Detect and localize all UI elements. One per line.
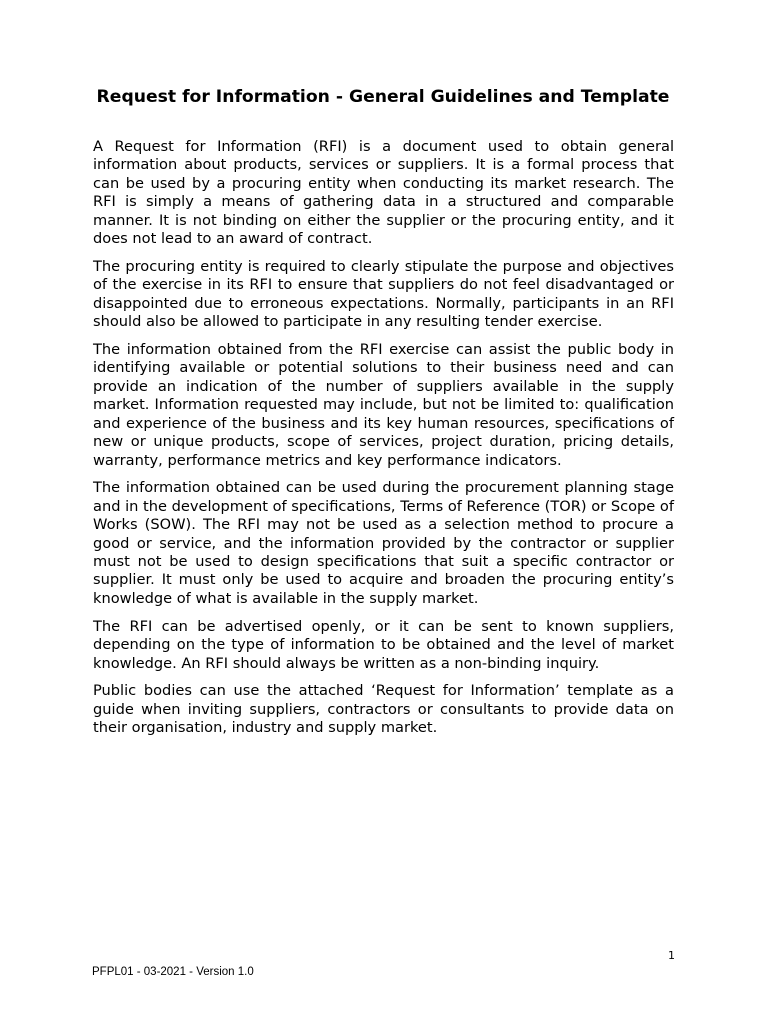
page-number: 1 [668, 949, 675, 962]
paragraph-purpose-objectives: The procuring entity is required to clearly stipulate the purpose and objectives of the exercise in its RFI to ensure that suppliers do not feel disadvantaged or disappointed due to erroneous expectations. Normally, participants in an RFI should also be allowed to participate in any resulting tender exercise. [93, 257, 674, 331]
paragraph-advertising: The RFI can be advertised openly, or it can be sent to known suppliers, depending on the type of information to be obtained and the level of market knowledge. An RFI should always be written as a non-binding inquiry. [93, 617, 674, 672]
paragraph-template-usage: Public bodies can use the attached ‘Request for Information’ template as a guide when inviting suppliers, contractors or consultants to provide data on their organisation, industry and supply market. [93, 682, 674, 737]
paragraph-information-obtained: The information obtained from the RFI exercise can assist the public body in identifying available or potential solutions to their business need and can provide an indication of the number of suppliers available in the supply market. Information requested may include, but not be limited to: qualification and experience of the business and its key human resources, specifications of new or unique products, scope of services, project duration, pricing details, warranty, performance metrics and key performance indicators. [93, 341, 674, 469]
document-body [93, 138, 674, 747]
paragraph-procurement-planning: The information obtained can be used during the procurement planning stage and in the development of specifications, Terms of Reference (TOR) or Scope of Works (SOW). The RFI may not be used as a selection method to procure a good or service, and the information provided by the contractor or supplier must not be used to design specifications that suit a specific contractor or supplier. It must only be used to acquire and broaden the procuring entity’s knowledge of what is available in the supply market. [93, 479, 674, 607]
document-title: Request for Information - General Guidelines and Template [96, 87, 670, 107]
document-footer: PFPL01 - 03-2021 - Version 1.0 [92, 966, 254, 978]
paragraph-rfi-definition: A Request for Information (RFI) is a document used to obtain general information about products, services or suppliers. It is a formal process that can be used by a procuring entity when conducting its market research. The RFI is simply a means of gathering data in a structured and comparable manner. It is not binding on either the supplier or the procuring entity, and it does not lead to an award of contract. [93, 138, 674, 248]
